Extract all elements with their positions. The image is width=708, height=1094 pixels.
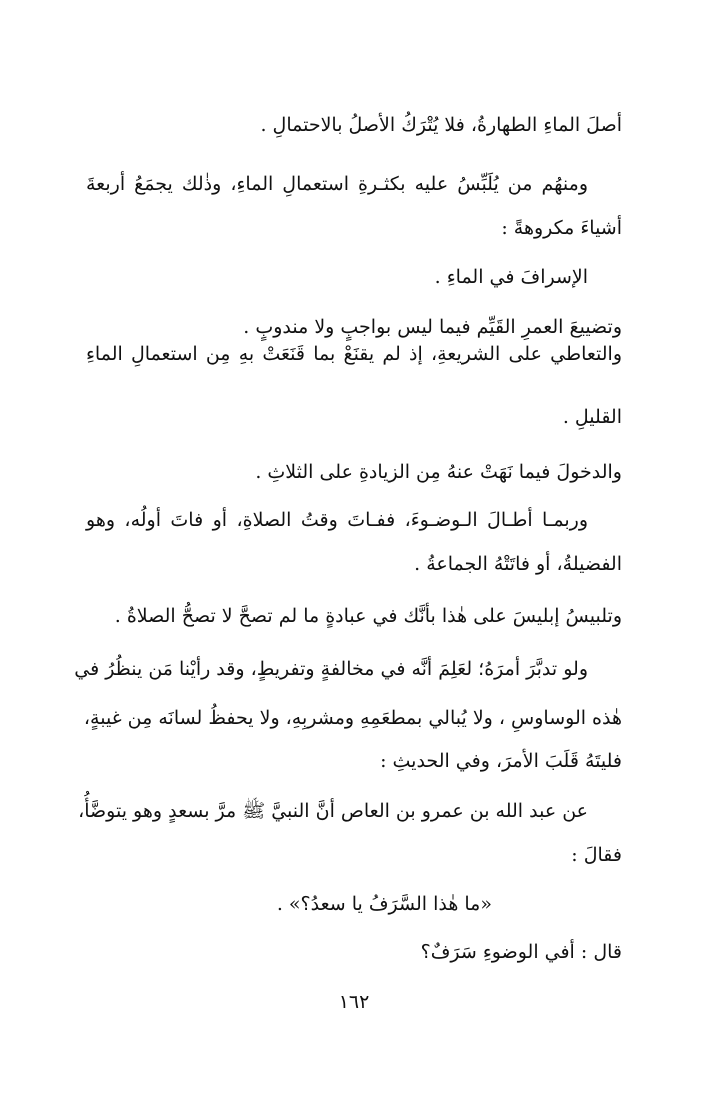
text-line-18: قال : أفي الوضوءِ سَرَفٌ؟ — [420, 941, 622, 963]
text-line-2: ومنهُم من يُلَبِّسُ عليه بكثـرةِ استعمالِ الماءِ، وذٰلك يجمَعُ أربعةَ — [86, 173, 588, 195]
text-line-3: أشياءَ مكروهةً : — [501, 217, 622, 239]
text-line-17: «ما هٰذا السَّرَفُ يا سعدُ؟» . — [276, 893, 492, 915]
text-line-11: وتلبيسُ إبليسَ على هٰذا بأنَّك في عبادةٍ ما لم تصحَّ لا تصحُّ الصلاةُ . — [114, 605, 622, 627]
text-line-7: القليلِ . — [562, 406, 622, 428]
text-line-5: وتضييعَ العمرِ القَيِّم فيما ليس بواجبٍ ولا مندوبٍ . — [243, 316, 622, 338]
text-line-14: فليتَهُ قَلَبَ الأمرَ، وفي الحديثِ : — [380, 750, 622, 772]
text-line-15: عن عبد الله بن عمرو بن العاص أنَّ النبيَّ ﷺ مرَّ بسعدٍ وهو يتوضَّأُ، — [78, 800, 588, 822]
text-line-13: هٰذه الوساوسِ ، ولا يُبالي بمطعَمِهِ ومشربِهِ، ولا يحفظُ لسانَه مِن غيبةٍ، — [83, 707, 622, 729]
text-line-9: وربمـا أطـالَ الـوضـوءَ، ففـاتَ وقتُ الصلاةِ، أو فاتَ أولُه، وهو — [86, 509, 588, 531]
text-line-6: والتعاطي على الشريعةِ، إذ لم يقنَعْ بما قَنَعَتْ بهِ مِن استعمالِ الماءِ — [86, 343, 622, 365]
text-line-8: والدخولَ فيما نَهَتْ عنهُ مِن الزيادةِ على الثلاثِ . — [255, 461, 622, 483]
text-line-4: الإسرافَ في الماءِ . — [434, 266, 588, 288]
text-line-1: أصلَ الماءِ الطهارةُ، فلا يُتْرَكُ الأصلُ بالاحتمالِ . — [260, 114, 622, 136]
text-line-16: فقالَ : — [571, 844, 622, 866]
text-line-10: الفضيلةُ، أو فاتَتْهُ الجماعةُ . — [414, 553, 622, 575]
text-line-12: ولو تدبَّرَ أمرَهُ؛ لعَلِمَ أنَّه في مخالفةٍ وتفريطٍ، وقد رأيْنا مَن ينظُرُ في — [74, 658, 588, 680]
page-number: ١٦٢ — [338, 991, 370, 1013]
